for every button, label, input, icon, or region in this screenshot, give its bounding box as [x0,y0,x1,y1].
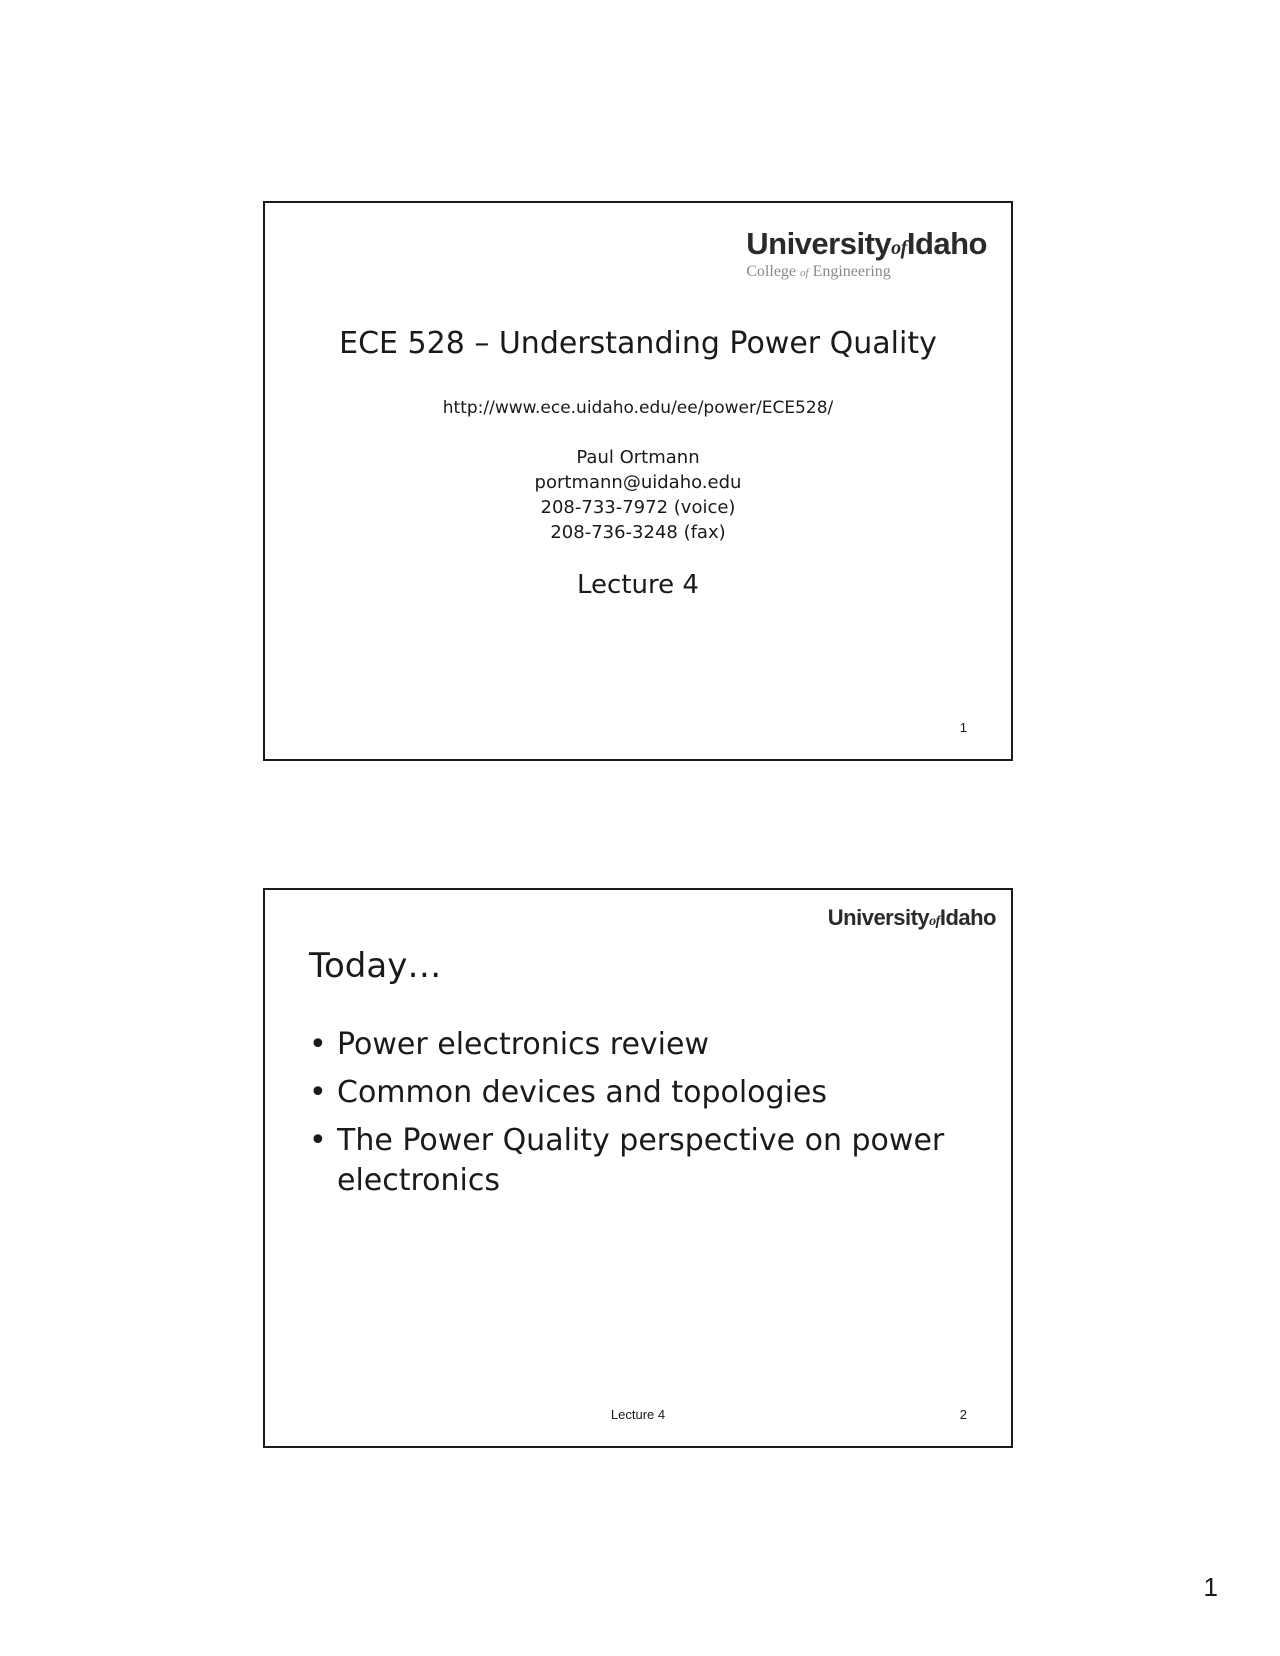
instructor-name: Paul Ortmann [576,447,700,468]
course-url[interactable]: http://www.ece.uidaho.edu/ee/power/ECE528/ [442,398,834,418]
logo-wordmark [746,226,987,262]
list-item [309,1121,949,1201]
slide-footer: Lecture 4 [610,1407,666,1422]
list-item-text: Common devices and topologies [337,1075,828,1110]
logo-college: College [746,263,797,280]
instructor-email[interactable]: portmann@uidaho.edu [534,472,742,493]
course-title: ECE 528 – Understanding Power Quality [339,326,937,361]
list-item-text: The Power Quality perspective on power electronics [337,1123,945,1198]
logo-of: of [891,237,907,259]
university-of-idaho-logo [828,905,996,931]
logo-college-of: of [800,267,809,279]
university-of-idaho-logo [746,226,987,281]
lecture-label: Lecture 4 [577,570,699,600]
logo-university: University [827,905,930,930]
logo-engineering: Engineering [812,263,891,280]
logo-university: University [746,226,892,261]
list-item [309,1025,949,1065]
list-item-text: Power electronics review [337,1027,709,1062]
page-number: 1 [1203,1572,1218,1602]
instructor-voice: 208-733-7972 (voice) [540,497,736,518]
slide-title: Today… [309,946,442,986]
list-item [309,1073,949,1113]
contact-block [265,445,1011,545]
slide-2 [263,888,1013,1448]
bullet-list [309,1025,949,1209]
slide-1 [263,201,1013,761]
logo-idaho: Idaho [906,226,987,261]
slide-number: 2 [959,1407,967,1422]
bullet-icon: • [309,1123,327,1158]
logo-college-line [746,263,987,281]
bullet-icon: • [309,1027,327,1062]
logo-wordmark [828,905,996,931]
logo-of: of [929,914,940,929]
slide-number: 1 [959,720,967,735]
bullet-icon: • [309,1075,327,1110]
logo-idaho: Idaho [939,905,996,930]
instructor-fax: 208-736-3248 (fax) [550,522,726,543]
